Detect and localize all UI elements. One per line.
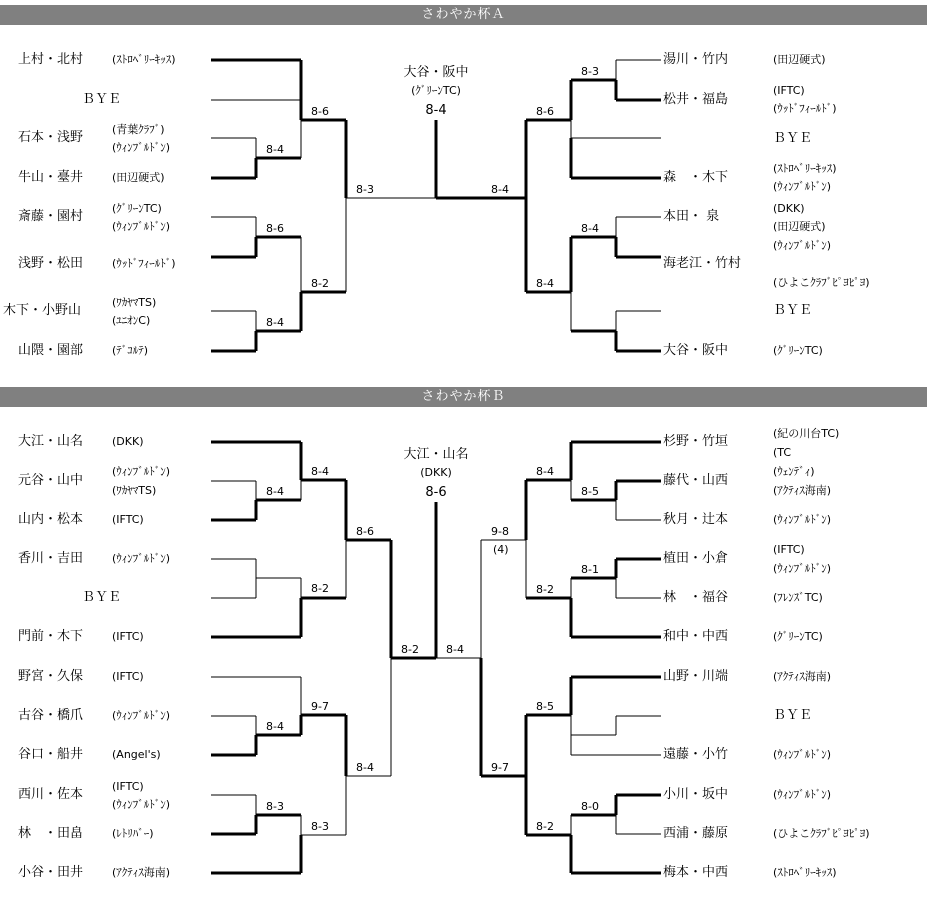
b-right-club-0a: (紀の川台TC): [773, 427, 840, 440]
a-left-name-6: 木下・小野山: [3, 303, 82, 318]
a-left-name-4: 斎藤・園村: [18, 209, 84, 224]
b-right-name-9: 小川・坂中: [663, 787, 729, 802]
a-right-name-2: ＢＹＥ: [773, 131, 813, 146]
b-score-r-sf: 8-4: [446, 643, 464, 656]
b-right-club-0b: (TC: [773, 446, 792, 459]
a-left-name-3: 牛山・臺井: [18, 170, 84, 185]
a-right-club-4b: (田辺硬式): [773, 220, 826, 233]
a-left-name-5: 浅野・松田: [18, 256, 84, 271]
b-left-club-9b: (ｳｨﾝﾌﾞﾙﾄﾞﾝ): [112, 798, 171, 811]
b-left-club-1b: (ﾜｶﾔﾏTS): [112, 484, 157, 497]
b-left-club-1a: (ｳｨﾝﾌﾞﾙﾄﾞﾝ): [112, 465, 171, 478]
a-score-r-r2-1: 8-4: [536, 277, 554, 290]
b-left-club-2: (IFTC): [112, 513, 144, 526]
a-score-l-r2-0: 8-6: [311, 105, 329, 118]
a-right-club-4c: (ｳｨﾝﾌﾞﾙﾄﾞﾝ): [773, 239, 832, 252]
a-score-l-r1-1: 8-6: [266, 222, 284, 235]
b-score-r-qf-1: 9-7: [491, 761, 509, 774]
b-left-club-9a: (IFTC): [112, 780, 144, 793]
a-score-r-sf: 8-4: [491, 183, 509, 196]
a-left-name-7: 山隈・園部: [18, 343, 84, 358]
a-right-club-1b: (ｳｯﾄﾞﾌｨｰﾙﾄﾞ): [773, 102, 837, 115]
b-right-name-0: 杉野・竹垣: [663, 434, 729, 449]
b-right-club-9: (ｳｨﾝﾌﾞﾙﾄﾞﾝ): [773, 788, 832, 801]
a-left-club-0: (ｽﾄﾛﾍﾞﾘｰｷｯｽ): [112, 53, 176, 66]
b-score-r-r2-0: 8-4: [536, 465, 554, 478]
b-left-name-9: 西川・佐本: [18, 787, 84, 802]
b-score-r-r2-1: 8-2: [536, 583, 554, 596]
b-right-name-8: 遠藤・小竹: [663, 747, 729, 762]
b-score-l-sf: 8-2: [401, 643, 419, 656]
b-score-l-r1-3: 8-3: [266, 800, 284, 813]
a-champion-score: 8-4: [425, 103, 447, 118]
b-score-r-r2-3: 8-2: [536, 820, 554, 833]
b-right-club-4: (ﾌﾚﾝｽﾞTC): [773, 591, 823, 604]
b-right-name-7: ＢＹＥ: [773, 708, 813, 723]
b-right-name-6: 山野・川端: [663, 669, 729, 684]
b-score-r-r2-2: 8-5: [536, 700, 554, 713]
b-left-name-2: 山内・松本: [18, 512, 84, 527]
a-left-name-1: ＢＹＥ: [82, 92, 122, 107]
a-left-club-6b: (ﾕﾆｵﾝC): [112, 314, 151, 327]
b-left-name-5: 門前・木下: [18, 629, 84, 644]
a-right-name-4: 本田・ 泉: [663, 209, 720, 224]
a-right-club-1a: (IFTC): [773, 84, 805, 97]
b-left-club-10: (ﾚﾄﾘﾊﾞｰ): [112, 827, 154, 840]
b-right-club-6: (ｱｸﾃｨｽ海南): [773, 670, 832, 683]
b-score-r-r1-0: 8-5: [581, 485, 599, 498]
bracket-b-left: [211, 442, 436, 873]
b-right-club-1a: (ｳｪﾝﾃﾞｨ): [773, 465, 815, 478]
b-left-club-11: (ｱｸﾃｨｽ海南): [112, 866, 171, 879]
a-left-club-3: (田辺硬式): [112, 171, 165, 184]
b-champion-club: (DKK): [420, 466, 452, 479]
b-right-club-1b: (ｱｸﾃｨｽ海南): [773, 484, 832, 497]
b-left-name-0: 大江・山名: [18, 434, 84, 449]
b-right-club-10: (ひよこｸﾗﾌﾞﾋﾟﾖﾋﾟﾖ): [773, 827, 870, 840]
a-score-r-r1-0: 8-3: [581, 65, 599, 78]
b-left-name-8: 谷口・船井: [18, 747, 84, 762]
a-score-r-r2-0: 8-6: [536, 105, 554, 118]
a-left-name-2: 石本・浅野: [18, 130, 84, 145]
section-a-header: さわやか杯Ａ: [0, 5, 927, 25]
b-score-l-qf-1: 8-4: [356, 761, 374, 774]
b-left-club-6: (IFTC): [112, 670, 144, 683]
a-right-name-5: 海老江・竹村: [663, 256, 742, 271]
a-right-club-3b: (ｳｨﾝﾌﾞﾙﾄﾞﾝ): [773, 180, 832, 193]
b-score-r-qf-0-tiebreak: (4): [493, 543, 509, 556]
b-right-name-5: 和中・中西: [663, 629, 729, 644]
a-score-l-r2-1: 8-2: [311, 277, 329, 290]
a-score-l-r1-2: 8-4: [266, 316, 284, 329]
b-champion-score: 8-6: [425, 485, 447, 500]
b-left-club-3: (ｳｨﾝﾌﾞﾙﾄﾞﾝ): [112, 552, 171, 565]
b-left-club-0: (DKK): [112, 435, 144, 448]
a-left-club-6a: (ﾜｶﾔﾏTS): [112, 296, 157, 309]
a-left-club-2a: (青葉ｸﾗﾌﾞ): [112, 123, 165, 136]
b-left-name-1: 元谷・山中: [18, 473, 84, 488]
b-score-l-qf-0: 8-6: [356, 525, 374, 538]
a-score-l-sf: 8-3: [356, 183, 374, 196]
b-right-name-4: 林 ・福谷: [663, 590, 729, 605]
b-score-l-r1-2: 8-4: [266, 720, 284, 733]
b-left-club-7: (ｳｨﾝﾌﾞﾙﾄﾞﾝ): [112, 709, 171, 722]
b-right-club-3a: (IFTC): [773, 543, 805, 556]
a-right-name-6: ＢＹＥ: [773, 303, 813, 318]
b-score-l-r2-0: 8-4: [311, 465, 329, 478]
b-left-name-11: 小谷・田井: [18, 865, 84, 880]
a-left-club-5: (ｳｯﾄﾞﾌｨｰﾙﾄﾞ): [112, 257, 176, 270]
b-right-club-11: (ｽﾄﾛﾍﾞﾘｰｷｯｽ): [773, 866, 837, 879]
b-score-r-r1-1: 8-1: [581, 563, 599, 576]
section-b-header: さわやか杯Ｂ: [0, 387, 927, 407]
b-left-name-6: 野宮・久保: [18, 669, 84, 684]
a-score-l-r1-0: 8-4: [266, 143, 284, 156]
a-right-name-3: 森 ・木下: [663, 170, 729, 185]
b-score-l-r1-1: 8-2: [311, 582, 329, 595]
b-right-name-1: 藤代・山西: [663, 473, 729, 488]
b-right-club-2: (ｳｨﾝﾌﾞﾙﾄﾞﾝ): [773, 513, 832, 526]
b-left-name-3: 香川・吉田: [18, 551, 84, 566]
a-right-name-1: 松井・福島: [663, 92, 729, 107]
a-right-club-7: (ｸﾞﾘｰﾝTC): [773, 344, 823, 357]
a-left-club-4a: (ｸﾞﾘｰﾝTC): [112, 202, 162, 215]
a-left-club-4b: (ｳｨﾝﾌﾞﾙﾄﾞﾝ): [112, 220, 171, 233]
b-score-l-r2-2: 8-3: [311, 820, 329, 833]
a-champion-name: 大谷・阪中: [403, 65, 469, 80]
b-left-club-5: (IFTC): [112, 630, 144, 643]
b-left-name-7: 古谷・橋爪: [18, 708, 84, 723]
b-champion-name: 大江・山名: [403, 447, 469, 462]
a-right-club-4a: (DKK): [773, 202, 805, 215]
b-score-l-r1-0: 8-4: [266, 485, 284, 498]
a-right-name-0: 湯川・竹内: [663, 52, 729, 67]
b-right-name-10: 西浦・藤原: [663, 826, 729, 841]
b-score-r-r1-2: 8-0: [581, 800, 599, 813]
a-right-club-5: (ひよこｸﾗﾌﾞﾋﾟﾖﾋﾟﾖ): [773, 276, 870, 289]
b-left-name-10: 林 ・田畠: [18, 826, 84, 841]
b-left-name-4: ＢＹＥ: [82, 590, 122, 605]
b-right-name-11: 梅本・中西: [663, 865, 729, 880]
a-left-name-0: 上村・北村: [18, 52, 84, 67]
b-right-club-3b: (ｳｨﾝﾌﾞﾙﾄﾞﾝ): [773, 562, 832, 575]
a-left-club-2b: (ｳｨﾝﾌﾞﾙﾄﾞﾝ): [112, 141, 171, 154]
a-champion-club: (ｸﾞﾘｰﾝTC): [411, 84, 461, 97]
a-right-name-7: 大谷・阪中: [663, 343, 729, 358]
a-right-club-3a: (ｽﾄﾛﾍﾞﾘｰｷｯｽ): [773, 162, 837, 175]
bracket-b-right: [436, 442, 661, 873]
a-left-club-7: (ﾃﾞｺﾙﾃ): [112, 344, 149, 357]
b-left-club-8: (Angel's): [112, 748, 161, 761]
b-right-club-8: (ｳｨﾝﾌﾞﾙﾄﾞﾝ): [773, 748, 832, 761]
b-score-r-qf-0: 9-8: [491, 525, 509, 538]
b-right-name-2: 秋月・辻本: [663, 512, 729, 527]
a-score-r-r1-1: 8-4: [581, 222, 599, 235]
a-right-club-0: (田辺硬式): [773, 53, 826, 66]
b-right-name-3: 植田・小倉: [663, 551, 729, 566]
b-score-l-r2-1: 9-7: [311, 700, 329, 713]
b-right-club-5: (ｸﾞﾘｰﾝTC): [773, 630, 823, 643]
